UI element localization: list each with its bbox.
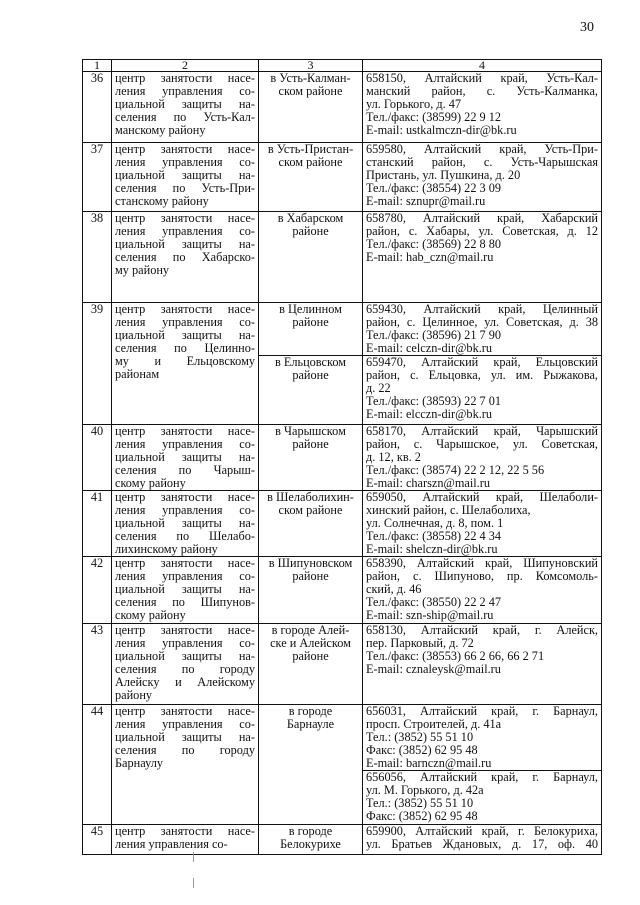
contact-line: Тел.: (3852) 55 51 10 bbox=[366, 796, 474, 810]
text-line: ления управления со- bbox=[115, 155, 255, 169]
text-line: ления управления со- bbox=[115, 84, 255, 98]
contact-line: Факс: (3852) 62 95 48 bbox=[366, 809, 478, 823]
email-text: E-mail: ustkalmczn-dir@bk.ru bbox=[366, 123, 517, 137]
contact-line: 656056, Алтайский край, г. Барнаул, bbox=[366, 770, 598, 784]
contact-line: ул. Солнечная, д. 8, пом. 1 bbox=[366, 516, 504, 530]
contact-line: д. 12, кв. 2 bbox=[366, 450, 421, 464]
text-line: в Шипуновском bbox=[268, 556, 353, 570]
contact-line: Тел./факс: (38553) 66 2 66, 66 2 71 bbox=[366, 649, 545, 663]
service-area bbox=[259, 212, 363, 303]
column-header: 3 bbox=[259, 60, 363, 72]
row-number: 43 bbox=[83, 624, 112, 705]
contact-details bbox=[363, 212, 602, 303]
contact-details bbox=[363, 624, 602, 705]
text-line: районе bbox=[292, 224, 329, 238]
contact-details bbox=[363, 425, 602, 491]
contact-line: район, с. Ельцовка, ул. им. Рыжакова, bbox=[366, 368, 598, 382]
text-line: ления управления со- bbox=[115, 437, 255, 451]
email-text: E-mail: barnczn@mail.ru bbox=[366, 756, 492, 770]
contact-line: район, с. Шипуново, пр. Комсомоль- bbox=[366, 569, 598, 583]
text-line: в городе bbox=[288, 704, 333, 718]
contact-line: 658130, Алтайский край, г. Алейск, bbox=[366, 623, 598, 637]
table-row bbox=[83, 143, 602, 212]
text-line: скому району bbox=[115, 476, 186, 490]
text-line: селения по Усть-При- bbox=[115, 181, 255, 195]
contact-details bbox=[363, 771, 602, 825]
text-line: селения по Хабарско- bbox=[115, 250, 255, 264]
page-number: 30 bbox=[580, 20, 594, 35]
table-row bbox=[83, 705, 602, 771]
service-area bbox=[259, 356, 363, 425]
text-line: циальной защиты на- bbox=[115, 450, 255, 464]
row-number: 40 bbox=[83, 425, 112, 491]
text-line: районе bbox=[292, 649, 329, 663]
organization-name bbox=[112, 72, 259, 143]
service-area bbox=[259, 425, 363, 491]
service-area bbox=[259, 825, 363, 855]
email-text: E-mail: charszn@mail.ru bbox=[366, 476, 491, 490]
table-row bbox=[83, 825, 602, 855]
table-row bbox=[83, 557, 602, 624]
contact-line: д. 22 bbox=[366, 381, 391, 395]
text-line: центр занятости насе- bbox=[115, 302, 255, 316]
contact-line: 658780, Алтайский край, Хабарский bbox=[366, 211, 598, 225]
column-header: 1 bbox=[83, 60, 112, 72]
text-line: в Усть-Пристан- bbox=[267, 142, 354, 156]
contact-line: 656031, Алтайский край, г. Барнаул, bbox=[366, 704, 598, 718]
email-text: E-mail: hab_czn@mail.ru bbox=[366, 250, 494, 264]
text-line: циальной защиты на- bbox=[115, 168, 255, 182]
text-line: селения по городу bbox=[115, 743, 255, 757]
text-line: Барнаулу bbox=[115, 756, 163, 770]
contact-details bbox=[363, 356, 602, 425]
text-line: циальной защиты на- bbox=[115, 237, 255, 251]
table-row bbox=[83, 624, 602, 705]
text-line: центр занятости насе- bbox=[115, 490, 255, 504]
table-row bbox=[83, 425, 602, 491]
organization-name bbox=[112, 705, 259, 825]
email-text: E-mail: sznupr@mail.ru bbox=[366, 194, 486, 208]
text-line: в Хабарском bbox=[277, 211, 344, 225]
text-line: ления управления со- bbox=[115, 569, 255, 583]
text-line: циальной защиты на- bbox=[115, 516, 255, 530]
text-line: ления управления со- bbox=[115, 717, 255, 731]
text-line: ления управления со- bbox=[115, 224, 255, 238]
column-header: 4 bbox=[363, 60, 602, 72]
text-line: селения по Целинно- bbox=[115, 341, 255, 355]
text-line: районе bbox=[292, 437, 329, 451]
text-line: районам bbox=[115, 367, 160, 381]
text-line: ском районе bbox=[278, 84, 343, 98]
contact-line: Тел./факс: (38599) 22 9 12 bbox=[366, 110, 502, 124]
contact-line: Тел./факс: (38574) 22 2 12, 22 5 56 bbox=[366, 463, 545, 477]
contact-details bbox=[363, 705, 602, 771]
employment-centers-table bbox=[82, 59, 602, 855]
contact-line: 659470, Алтайский край, Ельцовский bbox=[366, 355, 598, 369]
row-number: 36 bbox=[83, 72, 112, 143]
text-line: циальной защиты на- bbox=[115, 328, 255, 342]
contact-line: Тел.: (3852) 55 51 10 bbox=[366, 730, 474, 744]
text-line: циальной защиты на- bbox=[115, 730, 255, 744]
email-text: E-mail: cznaleysk@mail.ru bbox=[366, 662, 501, 676]
text-line: Барнауле bbox=[286, 717, 335, 731]
service-area bbox=[259, 624, 363, 705]
contact-details bbox=[363, 491, 602, 557]
text-line: районе bbox=[292, 569, 329, 583]
header-row bbox=[83, 60, 602, 72]
contact-line: Тел./факс: (38593) 22 7 01 bbox=[366, 394, 502, 408]
text-line: центр занятости насе- bbox=[115, 71, 255, 85]
row-number: 42 bbox=[83, 557, 112, 624]
email-text: E-mail: szn-ship@mail.ru bbox=[366, 608, 494, 622]
contact-line: 659580, Алтайский край, Усть-При- bbox=[366, 142, 598, 156]
table-body bbox=[83, 72, 602, 855]
contact-details bbox=[363, 303, 602, 356]
text-line: району bbox=[115, 688, 153, 702]
organization-name bbox=[112, 143, 259, 212]
text-line: селения по Шелабо- bbox=[115, 529, 255, 543]
row-number: 37 bbox=[83, 143, 112, 212]
contact-line: 658390, Алтайский край, Шипуновский bbox=[366, 556, 598, 570]
service-area bbox=[259, 72, 363, 143]
text-line: центр занятости насе- bbox=[115, 424, 255, 438]
text-line: циальной защиты на- bbox=[115, 649, 255, 663]
table-row bbox=[83, 491, 602, 557]
text-line: му району bbox=[115, 263, 170, 277]
text-line: циальной защиты на- bbox=[115, 582, 255, 596]
contact-line: 659900, Алтайский край, г. Белокуриха, bbox=[366, 824, 598, 838]
organization-name bbox=[112, 212, 259, 303]
margin-mark bbox=[193, 852, 194, 862]
text-line: селения по Шипунов- bbox=[115, 595, 255, 609]
email-text: E-mail: shelczn-dir@bk.ru bbox=[366, 542, 498, 556]
text-line: ском районе bbox=[278, 155, 343, 169]
text-line: в Шелаболихин- bbox=[267, 490, 354, 504]
text-line: в городе bbox=[288, 824, 333, 838]
text-line: Алейску и Алейскому bbox=[115, 675, 255, 689]
text-line: селения по Чарыш- bbox=[115, 463, 255, 477]
contact-line: просп. Строителей, д. 41а bbox=[366, 717, 502, 731]
text-line: ления управления со- bbox=[115, 837, 228, 851]
text-line: ления управления со- bbox=[115, 636, 255, 650]
row-number: 41 bbox=[83, 491, 112, 557]
text-line: ском районе bbox=[278, 503, 343, 517]
contact-line: Пристань, ул. Пушкина, д. 20 bbox=[366, 168, 521, 182]
contact-line: Тел./факс: (38558) 22 4 34 bbox=[366, 529, 502, 543]
contact-details bbox=[363, 825, 602, 855]
text-line: в Усть-Калман- bbox=[270, 71, 351, 85]
text-line: селения по городу bbox=[115, 662, 255, 676]
text-line: скому району bbox=[115, 608, 186, 622]
text-line: ске и Алейском bbox=[270, 636, 351, 650]
text-line: в городе Алей- bbox=[271, 623, 350, 637]
email-text: E-mail: celczn-dir@bk.ru bbox=[366, 341, 493, 355]
service-area bbox=[259, 491, 363, 557]
text-line: Белокурихе bbox=[280, 837, 341, 851]
table-row bbox=[83, 72, 602, 143]
contact-line: ул. Братьев Ждановых, д. 17, оф. 40 bbox=[366, 837, 598, 851]
text-line: ления управления со- bbox=[115, 503, 255, 517]
service-area bbox=[259, 143, 363, 212]
contact-line: район, с. Чарышское, ул. Советская, bbox=[366, 437, 598, 451]
contact-line: район, с. Целинное, ул. Советская, д. 38 bbox=[366, 315, 598, 329]
contact-line: 659050, Алтайский край, Шелаболи- bbox=[366, 490, 598, 504]
contact-line: 659430, Алтайский край, Целинный bbox=[366, 302, 598, 316]
organization-name bbox=[112, 425, 259, 491]
text-line: в Чарышском bbox=[275, 424, 346, 438]
column-header: 2 bbox=[112, 60, 259, 72]
table-row bbox=[83, 303, 602, 356]
row-number: 45 bbox=[83, 825, 112, 855]
text-line: станскому району bbox=[115, 194, 209, 208]
contact-line: хинский район, с. Шелаболиха, bbox=[366, 503, 531, 517]
service-area bbox=[259, 303, 363, 356]
row-number: 38 bbox=[83, 212, 112, 303]
text-line: му и Ельцовскому bbox=[115, 354, 255, 368]
contact-line: ул. М. Горького, д. 42а bbox=[366, 783, 484, 797]
text-line: манскому району bbox=[115, 123, 206, 137]
service-area bbox=[259, 557, 363, 624]
margin-mark bbox=[193, 878, 194, 888]
text-line: циальной защиты на- bbox=[115, 97, 255, 111]
contact-line: Тел./факс: (38554) 22 3 09 bbox=[366, 181, 502, 195]
text-line: районе bbox=[292, 315, 329, 329]
contact-line: 658150, Алтайский край, Усть-Кал- bbox=[366, 71, 598, 85]
organization-name bbox=[112, 624, 259, 705]
contact-details bbox=[363, 143, 602, 212]
organization-name bbox=[112, 825, 259, 855]
text-line: ления управления со- bbox=[115, 315, 255, 329]
contact-line: станский район, с. Усть-Чарышская bbox=[366, 155, 598, 169]
text-line: в Ельцовском bbox=[274, 355, 347, 369]
text-line: центр занятости насе- bbox=[115, 142, 255, 156]
organization-name bbox=[112, 303, 259, 425]
contact-line: Тел./факс: (38550) 22 2 47 bbox=[366, 595, 502, 609]
contact-line: район, с. Хабары, ул. Советская, д. 12 bbox=[366, 224, 598, 238]
contact-line: Факс: (3852) 62 95 48 bbox=[366, 743, 478, 757]
contact-details bbox=[363, 557, 602, 624]
organization-name bbox=[112, 491, 259, 557]
text-line: лихинскому району bbox=[115, 542, 218, 556]
contact-line: 658170, Алтайский край, Чарышский bbox=[366, 424, 598, 438]
contact-line: манский район, с. Усть-Калманка, bbox=[366, 84, 598, 98]
contact-line: Тел./факс: (38569) 22 8 80 bbox=[366, 237, 502, 251]
text-line: центр занятости насе- bbox=[115, 556, 255, 570]
email-text: E-mail: elcczn-dir@bk.ru bbox=[366, 407, 493, 421]
contact-details bbox=[363, 72, 602, 143]
contact-line: Тел./факс: (38596) 21 7 90 bbox=[366, 328, 502, 342]
text-line: центр занятости насе- bbox=[115, 211, 255, 225]
text-line: в Целинном bbox=[279, 302, 342, 316]
table-row bbox=[83, 212, 602, 303]
contact-line: пер. Парковый, д. 72 bbox=[366, 636, 474, 650]
row-number: 44 bbox=[83, 705, 112, 825]
text-line: селения по Усть-Кал- bbox=[115, 110, 255, 124]
text-line: центр занятости насе- bbox=[115, 704, 255, 718]
text-line: районе bbox=[292, 368, 329, 382]
service-area bbox=[259, 705, 363, 825]
contact-line: ский, д. 46 bbox=[366, 582, 422, 596]
row-number: 39 bbox=[83, 303, 112, 425]
text-line: центр занятости насе- bbox=[115, 623, 255, 637]
contact-line: ул. Горького, д. 47 bbox=[366, 97, 462, 111]
organization-name bbox=[112, 557, 259, 624]
text-line: центр занятости насе- bbox=[115, 824, 255, 838]
